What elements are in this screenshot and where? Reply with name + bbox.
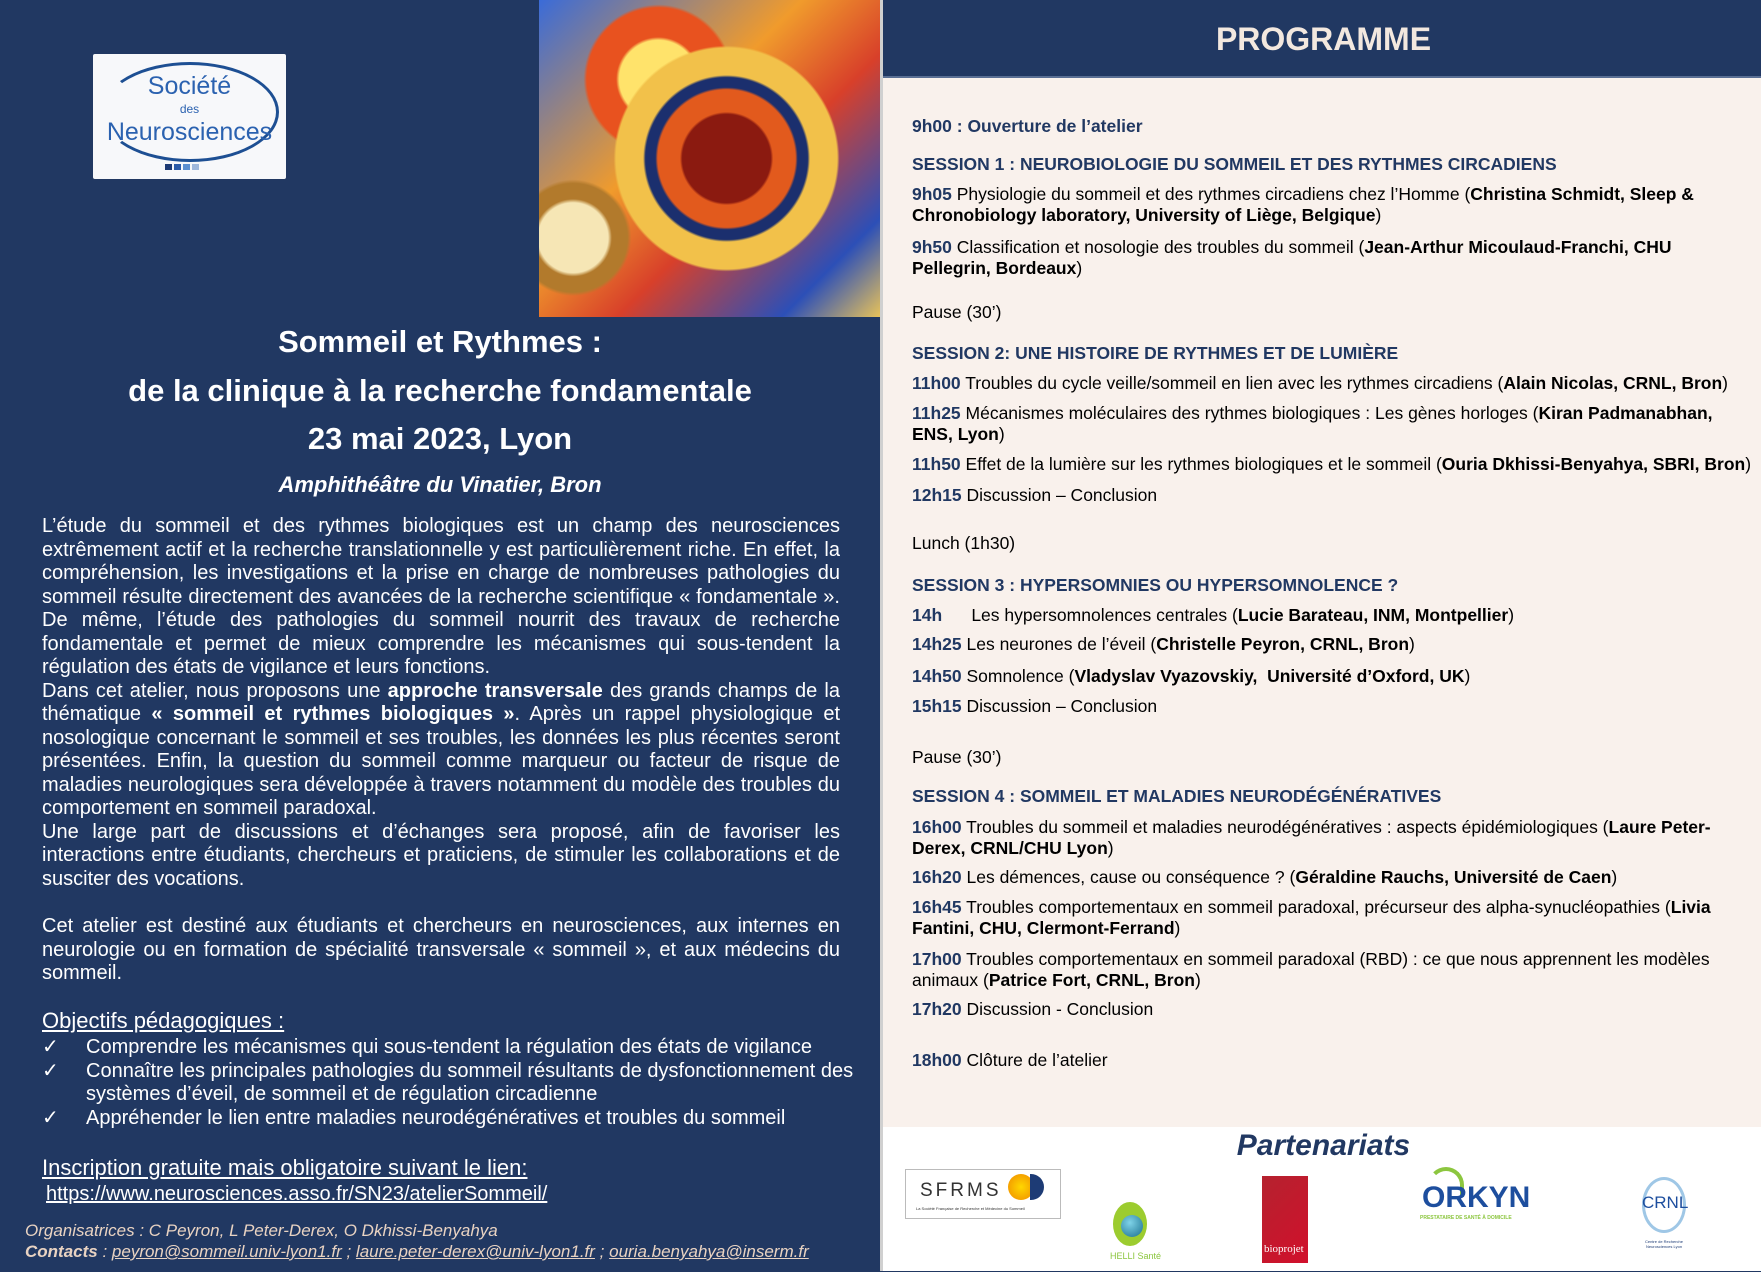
item-text: Lunch (1h30): [912, 533, 1016, 553]
logo-text: PRESTATAIRE DE SANTÉ À DOMICILE: [1420, 1215, 1512, 1221]
description-paragraph: Une large part de discussions et d’échanges sera proposé, afin de favoriser les interactions entre étudiants, chercheurs et praticiens, de stimuler les collaborations et de susciter des vocations.: [42, 820, 840, 890]
event-subtitle: de la clinique à la recherche fondamentale: [128, 373, 752, 408]
sep: ;: [594, 1242, 610, 1261]
item-text: Pause (30’): [912, 302, 1002, 322]
description-paragraph: [42, 680, 840, 821]
item-text-end: ): [1611, 867, 1618, 887]
objectives-list: [42, 1036, 862, 1130]
programme-item: [912, 634, 1752, 655]
objectives-title: Objectifs pédagogiques :: [42, 1008, 285, 1033]
programme-item: [912, 747, 1752, 768]
session-title: SESSION 4 : SOMMEIL ET MALADIES NEURODÉGÉNÉRATIVES: [912, 786, 1442, 806]
item-time: 12h15: [912, 485, 962, 505]
item-text: Troubles du cycle veille/sommeil en lien avec les rythmes circadiens (: [960, 373, 1504, 393]
item-time: 14h25: [912, 634, 962, 654]
registration-label: Inscription gratuite mais obligatoire suivant le lien:: [42, 1155, 528, 1180]
sfrms-logo: [905, 1169, 1061, 1219]
item-text-end: ): [1107, 838, 1114, 858]
organisers: Organisatrices : C Peyron, L Peter-Derex, O Dkhissi-Benyahya: [25, 1221, 498, 1240]
session-title: SESSION 1 : NEUROBIOLOGIE DU SOMMEIL ET DES RYTHMES CIRCADIENS: [912, 154, 1557, 174]
item-speaker: Géraldine Rauchs, Université de Caen: [1295, 867, 1612, 887]
item-text: Discussion - Conclusion: [961, 999, 1154, 1019]
item-time: 11h50: [912, 454, 961, 474]
item-text-end: ): [1745, 454, 1752, 474]
programme-item: [912, 949, 1752, 991]
programme-item: [912, 605, 1752, 626]
item-time: 16h45: [912, 897, 962, 917]
item-time: 11h00: [912, 373, 961, 393]
text-bold: « sommeil et rythmes biologiques »: [151, 703, 515, 725]
contacts-label: Contacts: [25, 1242, 98, 1261]
session-heading: [912, 343, 1752, 364]
objective-item: [42, 1036, 862, 1060]
check-icon: ✓: [42, 1106, 59, 1129]
item-text-end: ): [1508, 605, 1515, 625]
item-text: Pause (30’): [912, 747, 1002, 767]
programme-panel: [880, 0, 1761, 1271]
session-heading: [912, 786, 1752, 807]
programme-item: [912, 666, 1752, 687]
bioprojet-logo: [1262, 1176, 1308, 1263]
description: [42, 515, 840, 891]
item-time: 14h: [912, 605, 943, 625]
contacts: [25, 1242, 809, 1262]
text: . Après un rappel physiologique et nosologique concernant le sommeil et ses troubles, les données les plus récentes seront présentées. Enfin, la question du sommeil comme marqueur ou facteur de risque de maladies neurologiques sera développée à travers notamment du modèle des troubles du comportement en sommeil paradoxal.: [42, 703, 841, 819]
item-text: Classification et nosologie des troubles du sommeil (: [951, 237, 1365, 257]
programme-item: [912, 696, 1752, 717]
partners-section: [883, 1127, 1761, 1271]
logo-text: bioprojet: [1264, 1243, 1304, 1255]
logo-text: Société: [147, 72, 232, 100]
email-link[interactable]: peyron@sommeil.univ-lyon1.fr: [111, 1242, 342, 1261]
session-heading: [912, 154, 1752, 175]
programme-item: [912, 817, 1752, 859]
item-text: Les démences, cause ou conséquence ? (: [961, 867, 1296, 887]
item-text: Clôture de l’atelier: [961, 1050, 1108, 1070]
programme-item: [912, 302, 1752, 323]
item-speaker: Jean-Arthur Micoulaud-Franchi, CHU Pellegrin, Bordeaux: [912, 237, 1677, 278]
event-date: 23 mai 2023, Lyon: [307, 421, 573, 456]
programme-item: [912, 897, 1752, 939]
item-speaker: Kiran Padmanabhan, ENS, Lyon: [912, 403, 1718, 444]
item-speaker: Ouria Dkhissi-Benyahya, SBRI, Bron: [1441, 454, 1746, 474]
event-title: Sommeil et Rythmes :: [278, 324, 602, 359]
item-text: Discussion – Conclusion: [961, 696, 1158, 716]
logo-text: Neurosciences: [106, 118, 273, 146]
logo-text: Centre de Recherche Neurosciences Lyon: [1644, 1239, 1684, 1249]
item-time: 9h05: [912, 184, 952, 204]
programme-item: [912, 403, 1752, 445]
item-text-end: ): [1375, 205, 1382, 225]
item-text-end: ): [1194, 970, 1201, 990]
item-time: 9h50: [912, 237, 952, 257]
item-speaker: Laure Peter-Derex, CRNL/CHU Lyon: [912, 817, 1711, 858]
programme-item: [912, 373, 1752, 394]
item-text: Discussion – Conclusion: [961, 485, 1158, 505]
objective-item: [42, 1107, 862, 1131]
item-text: Troubles comportementaux en sommeil paradoxal (RBD) : ce que nous apprennent les modèles animaux (: [912, 949, 1715, 990]
session-title: SESSION 2: UNE HISTOIRE DE RYTHMES ET DE LUMIÈRE: [912, 343, 1399, 363]
programme-header: [883, 0, 1761, 78]
item-text: Les neurones de l’éveil (: [961, 634, 1157, 654]
item-text-end: ): [998, 424, 1005, 444]
item-text: Les hypersomnolences centrales (: [942, 605, 1238, 625]
session-heading: [912, 575, 1752, 596]
programme-item: [912, 1050, 1752, 1071]
text: des grands champs de la thématique: [42, 679, 841, 725]
item-speaker: Alain Nicolas, CRNL, Bron: [1503, 373, 1723, 393]
objective-text: Comprendre les mécanismes qui sous-tendent la régulation des états de vigilance: [86, 1036, 812, 1058]
registration-link[interactable]: https://www.neurosciences.asso.fr/SN23/atelierSommeil/: [46, 1183, 548, 1205]
societe-des-neurosciences-logo: [93, 54, 286, 179]
helli-sante-logo: [1108, 1187, 1162, 1272]
sep: ;: [341, 1242, 356, 1261]
item-time: 11h25: [912, 403, 961, 423]
orkyn-logo: [1420, 1167, 1531, 1227]
item-time: 15h15: [912, 696, 962, 716]
item-speaker: Christina Schmidt, Sleep & Chronobiology laboratory, University of Liège, Belgique: [912, 184, 1699, 225]
programme-item: [912, 867, 1752, 888]
programme-item: [912, 454, 1752, 475]
item-text: Troubles du sommeil et maladies neurodégénératives : aspects épidémiologiques (: [961, 817, 1609, 837]
event-venue: Amphithéâtre du Vinatier, Bron: [278, 472, 602, 497]
item-speaker: Christelle Peyron, CRNL, Bron: [1156, 634, 1410, 654]
item-text: Physiologie du sommeil et des rythmes circadiens chez l’Homme (: [951, 184, 1471, 204]
item-text-end: ): [1076, 258, 1083, 278]
sleep-rhythm-painting: [539, 0, 880, 317]
item-text: Somnolence (: [961, 666, 1075, 686]
logo-text: SFRMS: [920, 1180, 1002, 1201]
programme-item: [912, 999, 1752, 1020]
description-paragraph: L’étude du sommeil et des rythmes biologiques est un champ des neurosciences extrêmement actif et la recherche translationnelle y est particulièrement riche. En effet, la compréhension, les investigations et la prise en charge de nombreuses pathologies du sommeil résulte directement des avancées de la recherche scientifique « fondamentale ». De même, l’étude des pathologies du sommeil nourrit des travaux de recherche fondamentale et permet de mieux comprendre les mécanismes qui sous-tendent la régulation des états de vigilance et leurs fonctions.: [42, 515, 840, 678]
item-speaker: Vladyslav Vyazovskiy, Université d’Oxford, UK: [1074, 666, 1465, 686]
item-text-end: ): [1409, 634, 1415, 654]
item-time: 17h00: [912, 949, 962, 969]
item-time: 16h00: [912, 817, 962, 837]
programme-item: [912, 116, 1752, 137]
logo-text: ORKYN: [1422, 1181, 1531, 1214]
left-panel: [0, 0, 880, 1271]
session-title: SESSION 3 : HYPERSOMNIES OU HYPERSOMNOLENCE ?: [912, 575, 1399, 595]
item-speaker: Patrice Fort, CRNL, Bron: [988, 970, 1195, 990]
text-bold: approche transversale: [387, 679, 603, 702]
objective-item: [42, 1060, 862, 1107]
audience-paragraph: Cet atelier est destiné aux étudiants et chercheurs en neurosciences, aux internes en neurologie ou en formation de spécialité transversale « sommeil », et aux médecins du sommeil.: [42, 915, 840, 984]
programme-item: [912, 184, 1752, 226]
check-icon: ✓: [42, 1059, 59, 1082]
programme-item: [912, 485, 1752, 506]
item-text-end: ): [1722, 373, 1728, 393]
objective-text: Connaître les principales pathologies du sommeil résultants de dysfonctionnement des systèmes d’éveil, de sommeil et de régulation circadienne: [86, 1059, 854, 1105]
programme-item: [912, 533, 1752, 554]
logo-text: CRNL: [1642, 1193, 1689, 1212]
item-text: Troubles comportementaux en sommeil paradoxal, précurseur des alpha-synucléopathies (: [961, 897, 1671, 917]
item-text: Effet de la lumière sur les rythmes biologiques et le sommeil (: [960, 454, 1442, 474]
email-link[interactable]: laure.peter-derex@univ-lyon1.fr: [355, 1242, 595, 1261]
email-link[interactable]: ouria.benyahya@inserm.fr: [609, 1242, 809, 1261]
check-icon: ✓: [42, 1036, 59, 1058]
logo-text: La Société Française de Recherche et Médecine du Sommeil: [916, 1206, 1025, 1211]
item-time: 14h50: [912, 666, 962, 686]
item-time: 9h00 : Ouverture de l’atelier: [912, 116, 1143, 136]
logo-text: HELLI Santé: [1110, 1251, 1162, 1261]
text: Dans cet atelier, nous proposons une: [42, 679, 388, 702]
sep: :: [97, 1242, 112, 1261]
item-time: 17h20: [912, 999, 962, 1019]
objective-text: Appréhender le lien entre maladies neurodégénératives et troubles du sommeil: [86, 1106, 786, 1129]
item-speaker: Livia Fantini, CHU, Clermont-Ferrand: [912, 897, 1716, 938]
partners-title: Partenariats: [1236, 1129, 1411, 1162]
item-text: Mécanismes moléculaires des rythmes biologiques : Les gènes horloges (: [960, 403, 1539, 423]
item-text-end: ): [1464, 666, 1471, 686]
item-time: 16h20: [912, 867, 962, 887]
item-text-end: ): [1174, 918, 1181, 938]
crnl-logo: [1638, 1175, 1688, 1265]
item-time: 18h00: [912, 1050, 962, 1070]
programme-title: PROGRAMME: [1215, 21, 1432, 57]
programme-item: [912, 237, 1752, 279]
item-speaker: Lucie Barateau, INM, Montpellier: [1237, 605, 1509, 625]
logo-text: des: [179, 102, 200, 116]
